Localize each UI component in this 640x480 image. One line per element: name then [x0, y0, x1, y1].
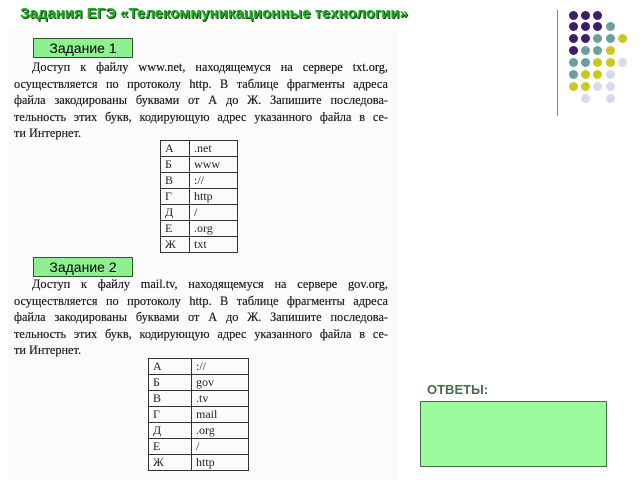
decorative-dot — [593, 46, 602, 55]
answers-label: ОТВЕТЫ: — [427, 382, 489, 397]
decorative-dot — [581, 94, 590, 103]
decorative-dot — [606, 82, 615, 91]
code-letter: В — [149, 391, 192, 407]
decorative-dot — [606, 58, 615, 67]
address-fragment: http — [192, 455, 249, 471]
code-letter: Ж — [149, 455, 192, 471]
table-row — [149, 455, 249, 471]
code-letter: Д — [149, 423, 192, 439]
task1-line: тельность этих букв, кодирующую адрес указанного файла в се- — [14, 109, 388, 124]
address-fragment: .org — [190, 221, 238, 237]
address-fragment: .net — [190, 141, 238, 157]
decorative-dot — [593, 22, 602, 31]
task2-label: Задание 2 — [33, 257, 133, 277]
decorative-dot — [593, 82, 602, 91]
address-fragment: :// — [192, 359, 249, 375]
task2-line: ти Интернет. — [14, 343, 82, 357]
code-letter: А — [161, 141, 190, 157]
address-fragment: .org — [192, 423, 249, 439]
divider-line — [557, 10, 558, 116]
address-fragment: :// — [190, 173, 238, 189]
task1-line: Доступ к файлу www.net, находящемуся на сервере txt.org, — [32, 60, 388, 74]
answers-box[interactable] — [420, 401, 607, 467]
task1-line: файла закодированы буквами от А до Ж. Запишите последова- — [14, 93, 388, 107]
table-row — [149, 359, 249, 375]
task2-line: осуществляется по протоколу http. В таблице фрагменты адреса — [14, 293, 388, 308]
address-fragment: / — [192, 439, 249, 455]
table-row — [149, 423, 249, 439]
decorative-dot — [606, 34, 615, 43]
table-row — [149, 391, 249, 407]
decorative-dot — [606, 94, 615, 103]
decorative-dot — [618, 34, 627, 43]
decorative-dot — [606, 46, 615, 55]
decorative-dot — [569, 58, 578, 67]
task1-text — [14, 59, 388, 142]
decorative-dot — [606, 22, 615, 31]
decorative-dot — [581, 11, 590, 20]
decorative-dot — [581, 34, 590, 43]
task1-line: осуществляется по протоколу http. В таблице фрагменты адреса — [14, 76, 388, 91]
table-row — [149, 407, 249, 423]
table-row — [161, 157, 238, 173]
decorative-dot — [593, 11, 602, 20]
code-letter: В — [161, 173, 190, 189]
address-fragment: www — [190, 157, 238, 173]
decorative-dot — [569, 82, 578, 91]
table-row — [149, 375, 249, 391]
table-row — [149, 439, 249, 455]
address-fragment: mail — [192, 407, 249, 423]
table-row — [161, 141, 238, 157]
address-fragment: http — [190, 189, 238, 205]
code-letter: Е — [161, 221, 190, 237]
code-letter: Г — [149, 407, 192, 423]
decorative-dot — [593, 70, 602, 79]
decorative-dot — [569, 34, 578, 43]
task1-line: ти Интернет. — [14, 126, 82, 140]
decorative-dot — [569, 11, 578, 20]
table-row — [161, 205, 238, 221]
task2-text — [14, 276, 388, 359]
table-row — [161, 221, 238, 237]
code-letter: Д — [161, 205, 190, 221]
task1-label: Задание 1 — [33, 38, 133, 58]
decorative-dot — [581, 46, 590, 55]
decorative-dot — [569, 70, 578, 79]
decorative-dot — [581, 58, 590, 67]
task2-line: файла закодированы буквами от А до Ж. Запишите последова- — [14, 310, 388, 324]
code-letter: Ж — [161, 237, 190, 253]
address-fragment: / — [190, 205, 238, 221]
decorative-dot — [581, 22, 590, 31]
task2-line: Доступ к файлу mail.tv, находящемуся на сервере gov.org, — [32, 277, 388, 291]
decorative-dot — [581, 70, 590, 79]
decorative-dot — [593, 58, 602, 67]
code-letter: Б — [149, 375, 192, 391]
decorative-dot — [593, 34, 602, 43]
code-letter: Е — [149, 439, 192, 455]
address-fragment: txt — [190, 237, 238, 253]
table-row — [161, 173, 238, 189]
decorative-dot — [581, 82, 590, 91]
code-letter: А — [149, 359, 192, 375]
slide-title: Задания ЕГЭ «Телекоммуникационные технологии» — [20, 5, 408, 22]
task1-table — [160, 140, 238, 253]
address-fragment: .tv — [192, 391, 249, 407]
decorative-dot — [569, 22, 578, 31]
task2-table — [148, 358, 249, 471]
table-row — [161, 237, 238, 253]
code-letter: Б — [161, 157, 190, 173]
task2-line: тельность этих букв, кодирующую адрес указанного файла в се- — [14, 326, 388, 341]
code-letter: Г — [161, 189, 190, 205]
decorative-dot — [606, 70, 615, 79]
table-row — [161, 189, 238, 205]
decorative-dot — [618, 58, 627, 67]
decorative-dot — [569, 46, 578, 55]
address-fragment: gov — [192, 375, 249, 391]
